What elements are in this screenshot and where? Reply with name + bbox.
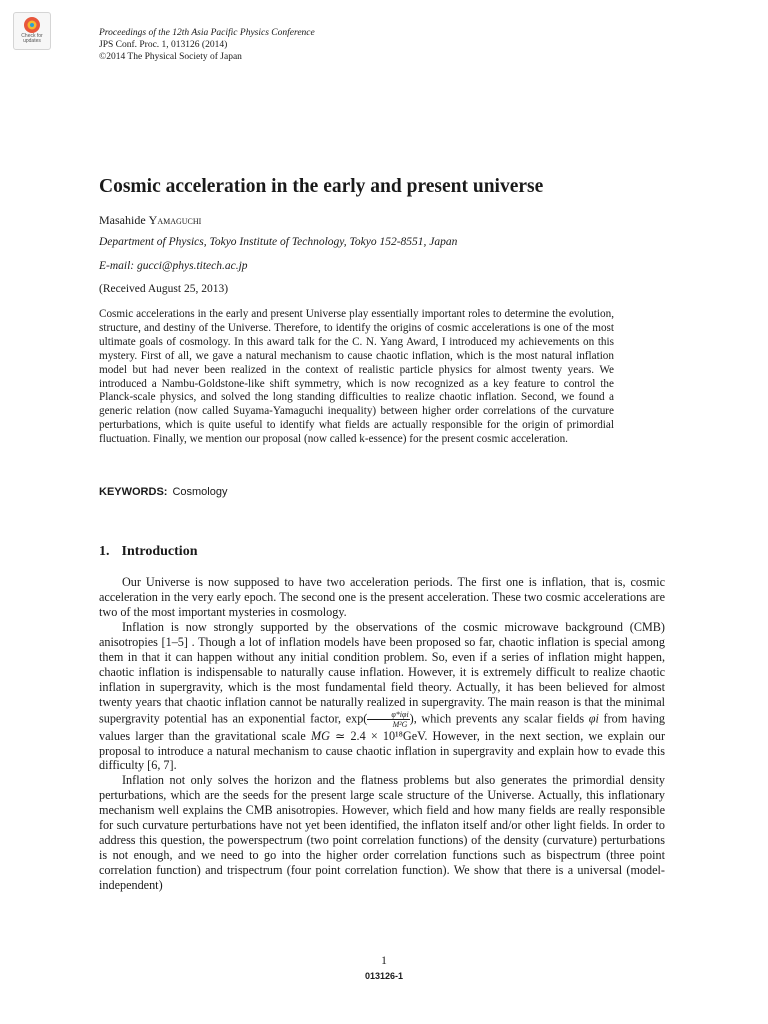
paragraph-2 — [99, 620, 665, 774]
paragraph-3: Inflation not only solves the horizon and the flatness problems but also generates the primordial density perturbations, which are the seeds for the present large scale structure of the Universe. Actually, this inflationary mechanism well explains the CMB anisotropies. However, which field and how many fields are really responsible for such curvature perturbations have not yet been identified, the inflaton itself and/or other light fields. In order to address this question, the powerspectrum (two point correlation functions) of the density (curvature) perturbations is not enough, and we need to go into the higher order correlation functions such as bispectrum (three point correlation function) and trispectrum (four point correlation function). We show that there is a universal (model-independent) — [99, 773, 665, 893]
received-date: (Received August 25, 2013) — [99, 283, 229, 295]
fraction-numerator: φ*iφi — [367, 710, 409, 720]
page-number: 1 — [381, 955, 387, 967]
article-page-id: 013126-1 — [364, 971, 404, 981]
exponent-fraction — [367, 710, 409, 729]
paragraph-2-part-c: from having values larger than the gravitational scale — [99, 710, 665, 743]
citation: JPS Conf. Proc. 1, 013126 (2014) — [99, 40, 228, 50]
author — [99, 213, 201, 228]
check-for-updates-icon — [22, 16, 42, 34]
paragraph-2-part-d: ≃ 2.4 × 10¹⁸GeV. However, in the next section, we explain our proposal to introduce a natural mechanism to cause chaotic inflation in supergravity and explain how to evade this difficulty [6, 7]. — [99, 728, 666, 773]
scalar-field-symbol: φi — [588, 710, 599, 725]
journal-name: Proceedings of the 12th Asia Pacific Physics Conference — [99, 28, 315, 38]
section-number: 1. — [99, 544, 110, 559]
check-for-updates-badge[interactable] — [13, 12, 51, 50]
paragraph-2-part-a: Inflation is now strongly supported by the observations of the cosmic microwave background (CMB) anisotropies [1–5] . Though a lot of inflation models have been proposed so far, chaotic inflation is special among them in that it can happen without any initial condition problem. So, even if a series of inflation might happen, chaotic inflation is indispensable to naturally cause inflation. However, it is extremely difficult to realize chaotic inflation in supergravity, which is the most fundamental field theory. Actually, it has been believed for almost twenty years that chaotic inflation cannot be naturally realized in supergravity. The main reason is that the minimal supergravity potential has an exponential factor, exp( — [99, 619, 665, 725]
keywords — [99, 486, 227, 498]
badge-line-1: Check for — [21, 33, 43, 39]
author-family-name: Yamaguchi — [148, 213, 202, 227]
keywords-value: Cosmology — [172, 486, 228, 498]
copyright: ©2014 The Physical Society of Japan — [99, 52, 242, 62]
section-heading — [99, 544, 197, 560]
keywords-label: KEYWORDS: — [99, 486, 168, 498]
email-link[interactable]: E-mail: gucci@phys.titech.ac.jp — [99, 260, 248, 272]
paragraph-1: Our Universe is now supposed to have two acceleration periods. The first one is inflation, that is, cosmic acceleration in the very early epoch. The second one is the present acceleration. These two cosmic accelerations are two of the most important mysteries in cosmology. — [99, 575, 665, 619]
affiliation: Department of Physics, Tokyo Institute of Technology, Tokyo 152-8551, Japan — [99, 236, 458, 248]
fraction-denominator: M²G — [392, 719, 408, 729]
paragraph-2-part-b: ), which prevents any scalar fields — [409, 710, 589, 725]
badge-line-2: updates — [23, 38, 41, 44]
gravitational-scale-symbol: MG — [311, 728, 330, 743]
section-title: Introduction — [121, 544, 198, 559]
author-given-name: Masahide — [99, 213, 146, 227]
paper-title: Cosmic acceleration in the early and present universe — [99, 176, 544, 197]
body-text — [99, 575, 665, 893]
running-header — [99, 27, 315, 63]
abstract: Cosmic accelerations in the early and present Universe play essentially important roles to determine the evolution, structure, and destiny of the Universe. Therefore, to identify the origins of cosmic accelerations is one of the most ultimate goals of cosmology. In this award talk for the C. N. Yang Award, I introduced my achievements on this mystery. First of all, we gave a natural mechanism to cause chaotic inflation, which is the most natural inflation model but had never been realized in the context of realistic particle physics for almost twenty years. We introduced a Nambu-Goldstone-like shift symmetry, which is now recognized as a key feature to control the Planck-scale physics, and solved the long standing difficulties to realize chaotic inflation. Second, we found a generic relation (now called Suyama-Yamaguchi inequality) between higher order correlations of the curvature perturbations, which is quite useful to identify what fields are actually responsible for the origin of primordial fluctuation. Finally, we mention our proposal (now called k-essence) for the present cosmic acceleration. — [99, 308, 614, 446]
